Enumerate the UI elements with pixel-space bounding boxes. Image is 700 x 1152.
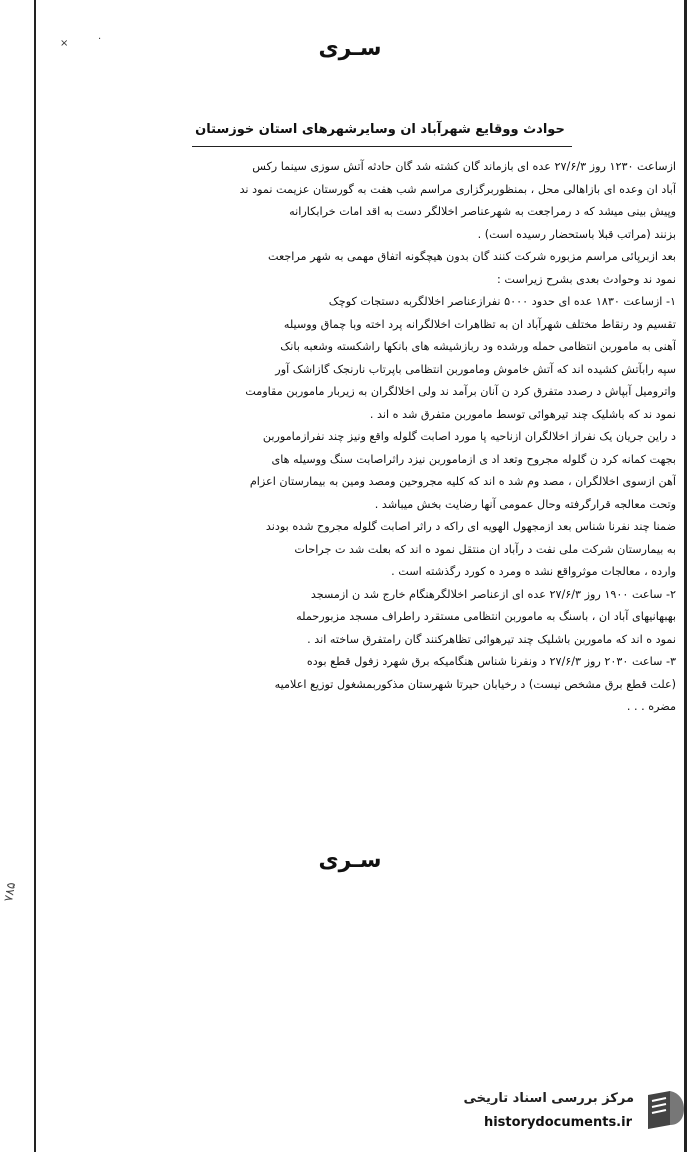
body-line: بزنند (مراتب قبلا باستحضار رسیده است) .: [477, 227, 676, 241]
body-line: وارده ، معالجات موثرواقع نشد ه ومرد ه کورد رگذشته است .: [391, 565, 676, 578]
scan-speck: ×: [60, 38, 69, 49]
body-line: نمود ه اند که ماموربن باشلیک چند تیرهوائی تظاهرکنند گان رامتفرق ساخته اند .: [307, 632, 676, 646]
body-line: وپیش بینی میشد که د رمراجعت به شهرعناصر اخلالگر دست به اقد امات خرابکارانه: [289, 205, 676, 218]
body-line: بجهت کمانه کرد ن گلوله مجروح وتعد اد ی ازماموربن نیزد راثراصابت سنگ ووسیله های: [271, 452, 676, 466]
margin-handwritten-number: ۷۸۵: [1, 881, 19, 903]
scan-border-right: [684, 0, 687, 1152]
title-underline: [192, 146, 572, 147]
archive-url: historydocuments.ir: [483, 1115, 632, 1130]
scan-border-left: [34, 0, 36, 1152]
body-line: بهبهانیهای آباد ان ، باسنگ به ماموربن انتظامی مستقرد راطراف مسجد مزبورحمله: [296, 610, 676, 623]
body-line: مضره . . .: [626, 700, 676, 713]
body-line: نمود ند که باشلیک چند تیرهوائی توسط ماموربن متفرق شد ه اند .: [369, 407, 676, 421]
document-title: حوادث ووقایع شهرآباد ان وسایرشهرهای استان خوزستان: [195, 122, 565, 137]
classification-bottom: سـری: [318, 848, 382, 873]
body-line: سپه رابآتش کشیده اند که آتش خاموش وماموربن انتظامی باپرتاب نارنجک گازاشک آور: [275, 362, 676, 376]
body-line: آهن ازسوی اخلالگران ، مصد وم شد ه اند که کلیه مجروحین ومصد ومین به بیمارستان اعزام: [249, 475, 676, 488]
body-line: آباد ان وعده ای بازاهالی محل ، بمنظوربرگزاری مراسم شب هفت به گورستان عزیمت نمود ند: [239, 182, 676, 196]
body-line: د راین جریان یک نفراز اخلالگران ازناحیه پا مورد اصابت گلوله واقع ونیز چند نفرازماموربن: [262, 430, 676, 443]
body-line: ۱- ازساعت ۱۸۳۰ عده ای حدود ۵۰۰۰ نفرازعناصر اخلالگربه دستجات کوچک: [328, 295, 676, 308]
archive-logo-icon: [640, 1087, 686, 1133]
body-line: آهنی به ماموربن انتظامی حمله ورشده ود ربازشیشه های بانکها راشکسته وشعبه بانک: [280, 340, 676, 353]
document-body: [86, 156, 676, 719]
body-line: وتحت معالجه قرارگرفته وحال عمومی آنها رضایت بخش میباشد .: [374, 497, 676, 511]
body-line: به بیمارستان شرکت ملی نفت د رآباد ان منتقل نمود ه اند که بعلت شد ت جراحات: [294, 542, 676, 556]
body-line: (علت قطع برق مشخص نیست) د رخیابان حیرتا شهرستان مذکوربمشغول توزیع اعلامیه: [274, 677, 676, 691]
classification-top: سـری: [318, 36, 382, 61]
archive-name: مرکز بررسی اسناد تاریخی: [463, 1091, 634, 1106]
body-line: ازساعت ۱۲۳۰ روز ۲۷/۶/۳ عده ای بازماند گان کشته شد گان حادثه آتش سوزی سینما رکس: [252, 160, 676, 173]
body-line: واترومیل آبپاش د رصدد متفرق کرد ن آنان برآمد ند ولی اخلالگران به زیربار ماموربن مقاومت: [245, 385, 676, 398]
scan-speck: ·: [98, 34, 102, 45]
body-line: نمود ند وحوادث بعدی بشرح زیراست :: [497, 272, 676, 286]
archive-watermark: [430, 1085, 692, 1145]
body-line: تقسیم ود رنقاط مختلف شهرآباد ان به تظاهرات اخلالگرانه پرد اخته وبا چماق ووسیله: [283, 317, 676, 331]
body-line: ۲- ساعت ۱۹۰۰ روز ۲۷/۶/۳ عده ای ازعناصر اخلالگرهنگام خارج شد ن ازمسجد: [310, 587, 676, 601]
body-line: ۳- ساعت ۲۰۳۰ روز ۲۷/۶/۳ د ونفرنا شناس هنگامیکه برق شهرد زفول قطع بوده: [306, 655, 676, 668]
body-line: بعد ازبرپائی مراسم مزبوره شرکت کنند گان بدون هیچگونه اتفاق مهمی به شهر مراجعت: [267, 250, 676, 263]
body-line: ضمنا چند نفرنا شناس بعد ازمجهول الهویه ای راکه د راثر اصابت گلوله مجروح شده بودند: [265, 520, 676, 533]
